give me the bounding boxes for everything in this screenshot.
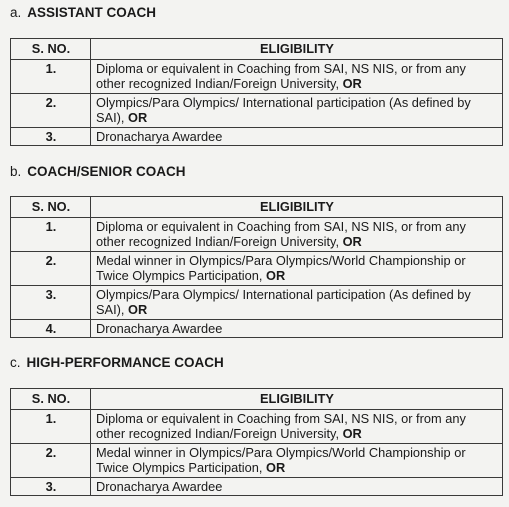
table-row xyxy=(11,217,503,251)
row-eligibility: Olympics/Para Olympics/ International participation (As defined by SAI), OR xyxy=(91,285,503,319)
row-number: 1. xyxy=(11,217,91,251)
row-eligibility: Dronacharya Awardee xyxy=(91,319,503,338)
row-number: 1. xyxy=(11,409,91,443)
row-eligibility: Medal winner in Olympics/Para Olympics/World Championship or Twice Olympics Participation, OR xyxy=(91,443,503,477)
row-eligibility: Diploma or equivalent in Coaching from SAI, NS NIS, or from any other recognized Indian/Foreign University, OR xyxy=(91,217,503,251)
table-row xyxy=(11,251,503,285)
or-label: OR xyxy=(128,302,148,317)
table-row xyxy=(11,319,503,338)
header-eligibility: ELIGIBILITY xyxy=(91,197,503,218)
section-title: HIGH-PERFORMANCE COACH xyxy=(26,355,224,370)
row-number: 3. xyxy=(11,127,91,146)
row-eligibility: Dronacharya Awardee xyxy=(91,127,503,146)
row-eligibility: Dronacharya Awardee xyxy=(91,477,503,496)
table-row xyxy=(11,93,503,127)
or-label: OR xyxy=(342,76,362,91)
row-eligibility: Diploma or equivalent in Coaching from SAI, NS NIS, or from any other recognized Indian/Foreign University, OR xyxy=(91,59,503,93)
or-label: OR xyxy=(265,460,286,475)
table-row xyxy=(11,285,503,319)
header-sno: S. NO. xyxy=(11,39,91,60)
section-heading: a. ASSISTANT COACH xyxy=(10,5,157,20)
row-number: 2. xyxy=(11,93,91,127)
header-sno: S. NO. xyxy=(11,389,91,410)
section-heading: c. HIGH-PERFORMANCE COACH xyxy=(10,355,224,370)
row-number: 1. xyxy=(11,59,91,93)
table-row xyxy=(11,127,503,146)
table-row xyxy=(11,443,503,477)
eligibility-table xyxy=(10,38,503,146)
table-header-row xyxy=(11,389,503,410)
section-title: ASSISTANT COACH xyxy=(27,5,157,20)
row-number: 2. xyxy=(11,251,91,285)
header-eligibility: ELIGIBILITY xyxy=(91,39,503,60)
row-eligibility: Medal winner in Olympics/Para Olympics/World Championship or Twice Olympics Participation, OR xyxy=(91,251,503,285)
or-label: OR xyxy=(265,268,286,283)
row-number: 2. xyxy=(11,443,91,477)
eligibility-table xyxy=(10,196,503,338)
row-number: 3. xyxy=(11,477,91,496)
table-row xyxy=(11,59,503,93)
section-heading: b. COACH/SENIOR COACH xyxy=(10,164,186,179)
section-title: COACH/SENIOR COACH xyxy=(27,164,186,179)
row-number: 3. xyxy=(11,285,91,319)
table-row xyxy=(11,409,503,443)
or-label: OR xyxy=(342,234,362,249)
header-eligibility: ELIGIBILITY xyxy=(91,389,503,410)
row-eligibility: Diploma or equivalent in Coaching from SAI, NS NIS, or from any other recognized Indian/Foreign University, OR xyxy=(91,409,503,443)
table-row xyxy=(11,477,503,496)
eligibility-table xyxy=(10,388,503,496)
row-eligibility: Olympics/Para Olympics/ International participation (As defined by SAI), OR xyxy=(91,93,503,127)
or-label: OR xyxy=(128,110,148,125)
header-sno: S. NO. xyxy=(11,197,91,218)
table-header-row xyxy=(11,39,503,60)
or-label: OR xyxy=(342,426,362,441)
row-number: 4. xyxy=(11,319,91,338)
table-header-row xyxy=(11,197,503,218)
